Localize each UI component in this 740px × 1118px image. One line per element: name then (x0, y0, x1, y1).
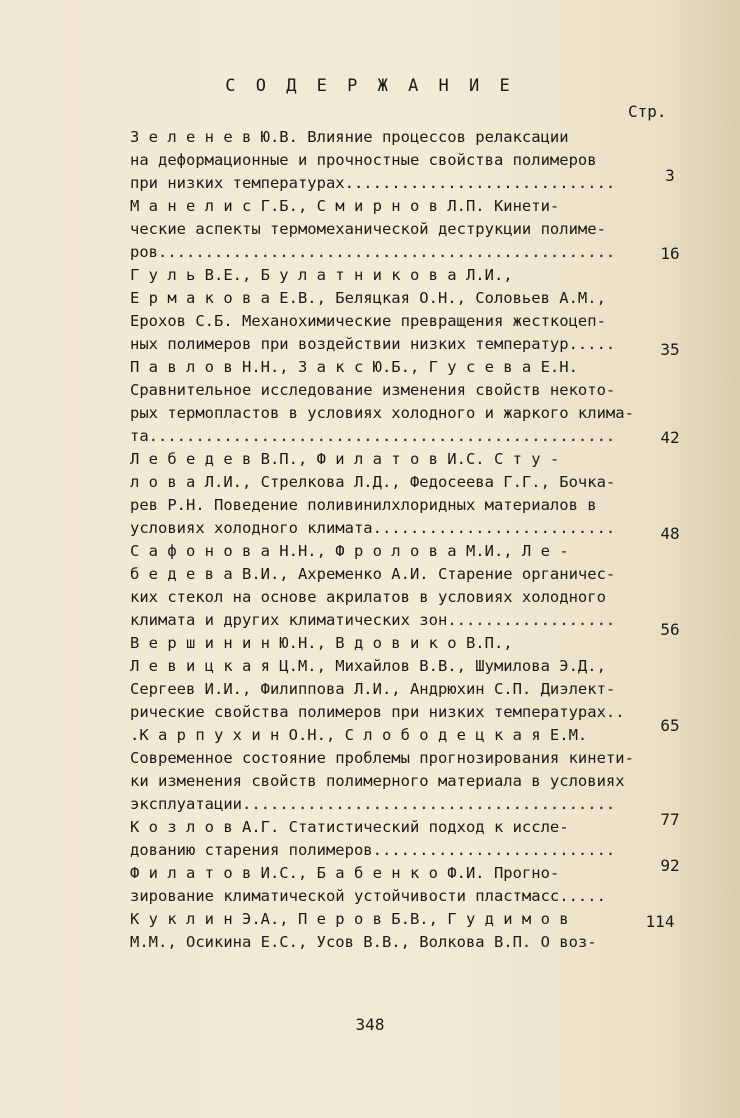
toc-line: Е р м а к о в а Е.В., Беляцкая О.Н., Соловьев А.М., (130, 289, 606, 307)
toc-line: та.................................................. (130, 427, 616, 445)
toc-line: М.М., Осикина Е.С., Усов В.В., Волкова В.П. О воз- (130, 933, 597, 951)
toc-line: на деформационные и прочностные свойства полимеров (130, 151, 597, 169)
footer-page-number: 348 (355, 1015, 385, 1034)
toc-line: .К а р п у х и н О.Н., С л о б о д е ц к а я Е.М. (130, 726, 588, 744)
toc-line: Ф и л а т о в И.С., Б а б е н к о Ф.И. Прогно- (130, 864, 560, 882)
toc-line: К у к л и н Э.А., П е р о в Б.В., Г у д и м о в (130, 910, 569, 928)
toc-line: л о в а Л.И., Стрелкова Л.Д., Федосеева Г.Г., Бочка- (130, 473, 616, 491)
toc-line: зирование климатической устойчивости пластмасс..... (130, 887, 606, 905)
toc-line: М а н е л и с Г.Б., С м и р н о в Л.П. Кинети- (130, 197, 560, 215)
toc-line: Г у л ь В.Е., Б у л а т н и к о в а Л.И., (130, 266, 513, 284)
page-number: 3 (665, 166, 675, 185)
toc-line: П а в л о в Н.Н., З а к с Ю.Б., Г у с е в а Е.Н. (130, 358, 578, 376)
toc-line: условиях холодного климата.......................... (130, 519, 616, 537)
toc-line: Современное состояние проблемы прогнозирования кинети- (130, 749, 634, 767)
page-title: С О Д Е Р Ж А Н И Е (225, 76, 515, 96)
toc-line: эксплуатации........................................ (130, 795, 616, 813)
toc-line: Сравнительное исследование изменения свойств некото- (130, 381, 616, 399)
toc-line: ки изменения свойств полимерного материала в условиях (130, 772, 625, 790)
toc-line: К о з л о в А.Г. Статистический подход к иссле- (130, 818, 569, 836)
page-column-header: Стр. (628, 102, 667, 121)
toc-line: рых термопластов в условиях холодного и жаркого клима- (130, 404, 634, 422)
page-number: 35 (660, 340, 680, 359)
toc-line: ров................................................. (130, 243, 616, 261)
toc-line: ких стекол на основе акрилатов в условиях холодного (130, 588, 606, 606)
toc-line: климата и других климатических зон.................. (130, 611, 616, 629)
toc-line: Л е в и ц к а я Ц.М., Михайлов В.В., Шумилова Э.Д., (130, 657, 606, 675)
toc-line: З е л е н е в Ю.В. Влияние процессов релаксации (130, 128, 569, 146)
page-number: 65 (660, 716, 680, 735)
toc-line: Сергеев И.И., Филиппова Л.И., Андрюхин С.П. Диэлект- (130, 680, 616, 698)
page-number: 42 (660, 428, 680, 447)
page-number: 48 (660, 524, 680, 543)
page-number: 114 (645, 912, 675, 931)
toc-lines (130, 126, 650, 954)
toc-line: С а ф о н о в а Н.Н., Ф р о л о в а М.И., Л е - (130, 542, 569, 560)
page-number: 16 (660, 244, 680, 263)
toc-line: Ерохов С.Б. Механохимические превращения жесткоцеп- (130, 312, 606, 330)
toc-line: В е р ш и н и н Ю.Н., В д о в и к о В.П., (130, 634, 513, 652)
toc-line: ческие аспекты термомеханической деструкции полиме- (130, 220, 606, 238)
toc-line: при низких температурах............................. (130, 174, 616, 192)
page-number: 92 (660, 856, 680, 875)
toc-line: б е д е в а В.И., Ахременко А.И. Старение органичес- (130, 565, 616, 583)
toc-line: рев Р.Н. Поведение поливинилхлоридных материалов в (130, 496, 597, 514)
toc-line: ных полимеров при воздействии низких температур..... (130, 335, 616, 353)
page-number: 56 (660, 620, 680, 639)
toc-line: рические свойства полимеров при низких температурах.. (130, 703, 625, 721)
page-number: 77 (660, 810, 680, 829)
toc-line: Л е б е д е в В.П., Ф и л а т о в И.С. С т у - (130, 450, 560, 468)
toc-line: дованию старения полимеров.......................... (130, 841, 616, 859)
